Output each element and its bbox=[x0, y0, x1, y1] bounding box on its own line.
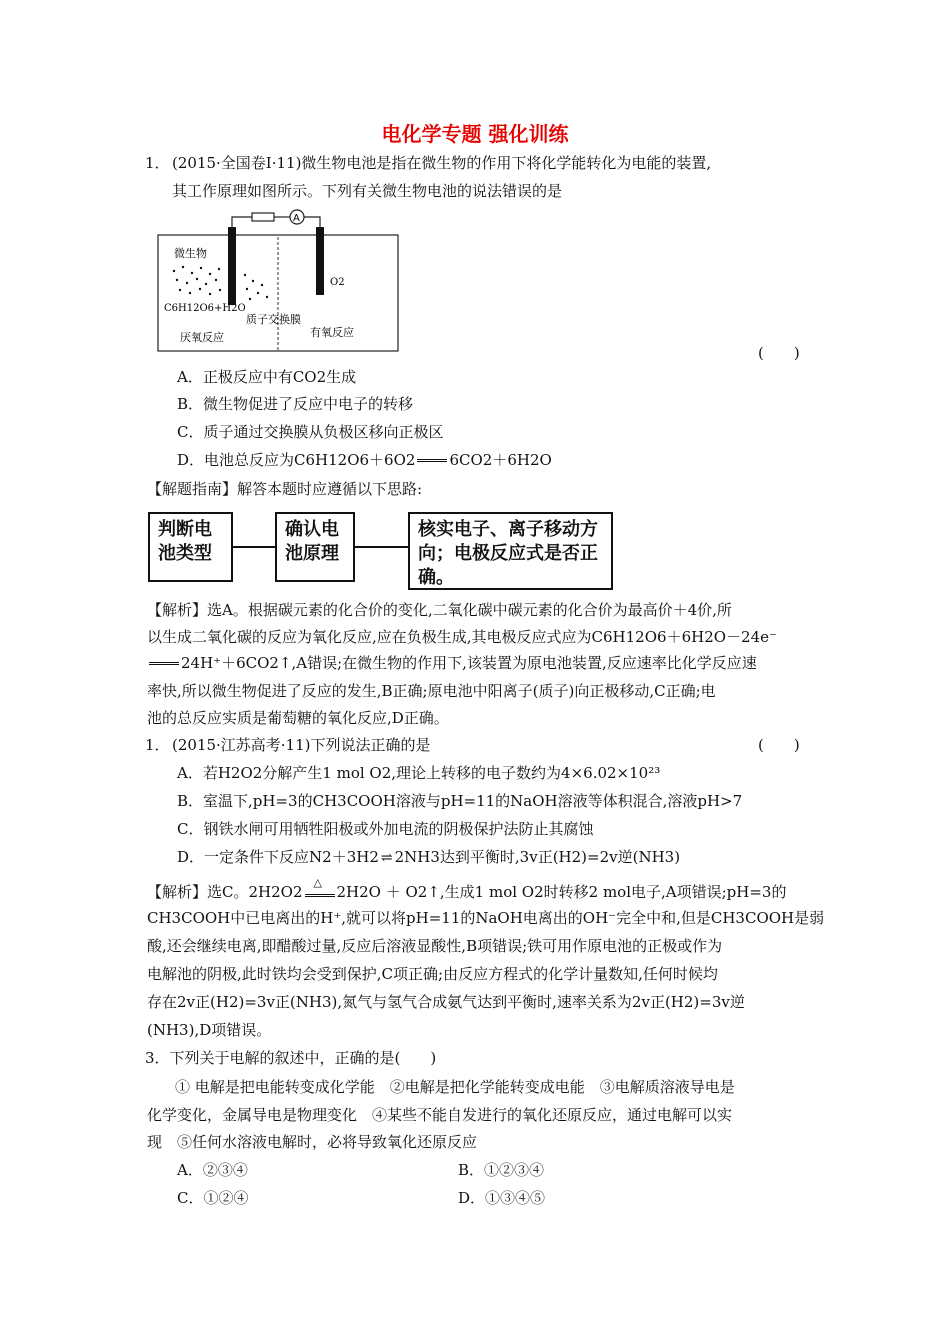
q2-analysis-line3: 酸,还会继续电离,即醋酸过量,反应后溶液显酸性,B项错误;铁可用作原电池的正极或作为 bbox=[147, 937, 723, 955]
q1-stem-line1: (2015·全国卷Ⅰ·11)微生物电池是指在微生物的作用下将化学能转化为电能的装置, bbox=[172, 154, 712, 172]
q3-option-b: B．①②③④ bbox=[458, 1161, 545, 1179]
q2-bracket: ( ) bbox=[758, 736, 800, 754]
q2-analysis-line5: 存在2v正(H2)=3v正(NH3),氮气与氢气合成氨气达到平衡时,速率关系为2v正(H2)=3v逆 bbox=[147, 993, 745, 1011]
q1-guide: 【解题指南】解答本题时应遵循以下思路: bbox=[147, 480, 423, 498]
q1-bracket: ( ) bbox=[758, 344, 800, 362]
q2-analysis-line2: CH3COOH中已电离出的H⁺,就可以将pH=11的NaOH电离出的OH⁻完全中和,但是CH3COOH是弱 bbox=[147, 909, 825, 927]
svg-text:O2: O2 bbox=[330, 277, 345, 288]
q1-option-b: B．微生物促进了反应中电子的转移 bbox=[177, 395, 414, 413]
q3-body-line2: 化学变化，金属导电是物理变化 ④某些不能自发进行的氧化还原反应，通过电解可以实 bbox=[147, 1106, 733, 1124]
svg-text:质子交换膜: 质子交换膜 bbox=[246, 313, 301, 326]
q1-option-c: C．质子通过交换膜从负极区移向正极区 bbox=[177, 423, 444, 441]
equals-arrow-icon bbox=[417, 453, 447, 462]
equals-arrow-icon bbox=[149, 656, 179, 665]
q1-analysis-line5: 池的总反应实质是葡萄糖的氧化反应,D正确。 bbox=[147, 709, 449, 727]
resistor-icon bbox=[252, 213, 274, 221]
heat-arrow-icon: △ bbox=[303, 883, 337, 899]
svg-text:有氧反应: 有氧反应 bbox=[310, 326, 354, 339]
q2-number: 1． bbox=[145, 736, 170, 754]
q1-option-a: A．正极反应中有CO2生成 bbox=[177, 368, 357, 386]
q3-stem: 3．下列关于电解的叙述中，正确的是( ) bbox=[145, 1049, 437, 1067]
q2-analysis-line4: 电解池的阴极,此时铁均会受到保护,C项正确;由反应方程式的化学计量数知,任何时候均 bbox=[147, 965, 718, 983]
anode-electrode bbox=[228, 227, 236, 305]
q3-body-line3: 现 ⑤任何水溶液电解时，必将导致氧化还原反应 bbox=[147, 1133, 478, 1151]
q2-option-a: A．若H2O2分解产生1 mol O2,理论上转移的电子数约为4×6.02×10²³ bbox=[177, 764, 661, 782]
q1-stem-line2: 其工作原理如图所示。下列有关微生物电池的说法错误的是 bbox=[172, 182, 563, 200]
q2-option-d: D．一定条件下反应N2＋3H2 ⇌ 2NH3达到平衡时,3v正(H2)=2v逆(NH3) bbox=[177, 848, 681, 866]
q1-analysis-line1: 【解析】选A。根据碳元素的化合价的变化,二氧化碳中碳元素的化合价为最高价＋4价,所 bbox=[147, 601, 732, 619]
q3-option-d: D．①③④⑤ bbox=[458, 1189, 546, 1207]
svg-text:微生物: 微生物 bbox=[174, 247, 207, 260]
q1-analysis-line2: 以生成二氧化碳的反应为氧化反应,应在负极生成,其电极反应式应为C6H12O6＋6H2O－24e⁻ bbox=[147, 628, 777, 646]
reversible-arrow-icon: ⇌ bbox=[380, 850, 393, 866]
microbial-cell-diagram bbox=[150, 205, 405, 355]
q2-analysis-line1: 【解析】选C。2H2O2 △ 2H2O ＋ O2↑,生成1 mol O2时转移2 mol电子,A项错误;pH=3的 bbox=[147, 876, 787, 901]
svg-text:A: A bbox=[293, 213, 300, 224]
flow-box-2: 确认电池原理 bbox=[275, 512, 355, 582]
svg-text:厌氧反应: 厌氧反应 bbox=[180, 331, 224, 344]
q1-option-d: D．电池总反应为C6H12O6＋6O2 6CO2＋6H2O bbox=[177, 451, 552, 469]
flow-connector-2 bbox=[355, 546, 408, 548]
page-title: 电化学专题 强化训练 bbox=[381, 122, 569, 146]
q2-stem: (2015·江苏高考·11)下列说法正确的是 bbox=[172, 736, 431, 754]
q2-option-b: B．室温下,pH=3的CH3COOH溶液与pH=11的NaOH溶液等体积混合,溶液pH>7 bbox=[177, 792, 743, 810]
flow-connector-1 bbox=[233, 546, 275, 548]
q1-analysis-line4: 率快,所以微生物促进了反应的发生,B正确;原电池中阳离子(质子)向正极移动,C正确;电 bbox=[147, 682, 716, 700]
q3-option-a: A．②③④ bbox=[177, 1161, 248, 1179]
flow-box-1: 判断电池类型 bbox=[148, 512, 233, 582]
q2-option-c: C．钢铁水闸可用牺牲阳极或外加电流的阴极保护法防止其腐蚀 bbox=[177, 820, 594, 838]
q3-body-line1: ① 电解是把电能转变成化学能 ②电解是把化学能转变成电能 ③电解质溶液导电是 bbox=[175, 1078, 735, 1096]
q1-number: 1． bbox=[145, 154, 170, 172]
q2-analysis-line6: (NH3),D项错误。 bbox=[147, 1021, 272, 1039]
cathode-electrode bbox=[316, 227, 324, 295]
flow-box-3: 核实电子、离子移动方向；电极反应式是否正确。 bbox=[408, 512, 613, 590]
q1-analysis-line3: 24H⁺＋6CO2↑,A错误;在微生物的作用下,该装置为原电池装置,反应速率比化学反应速 bbox=[147, 656, 757, 671]
q3-option-c: C．①②④ bbox=[177, 1189, 249, 1207]
svg-text:C6H12O6+H2O: C6H12O6+H2O bbox=[164, 303, 246, 314]
